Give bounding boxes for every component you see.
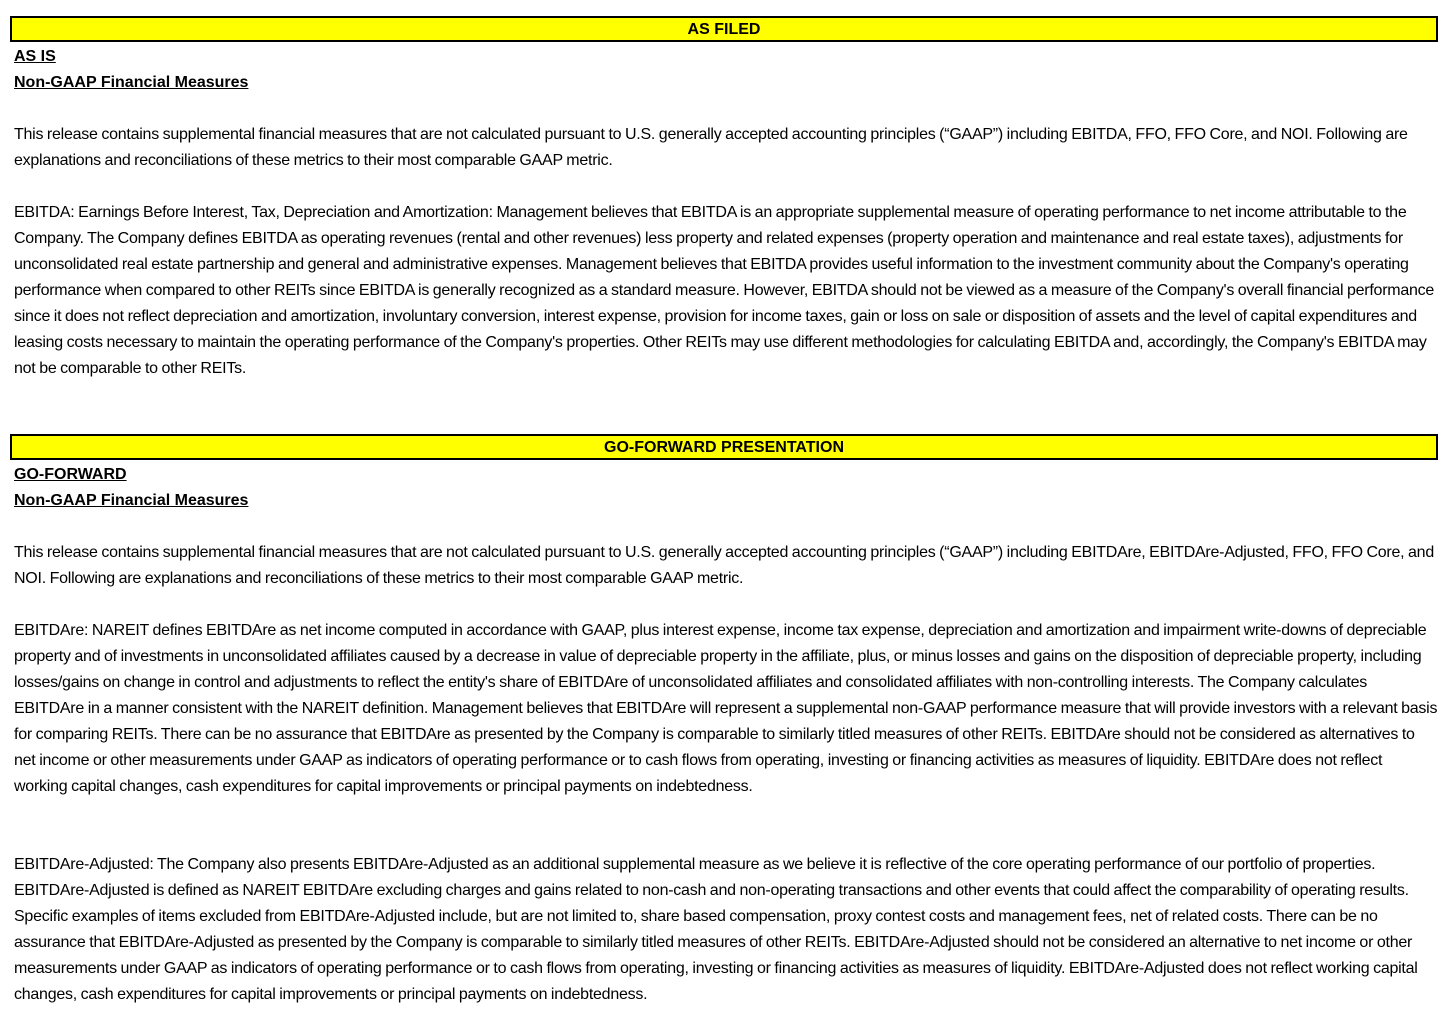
as-filed-ebitda-paragraph: EBITDA: Earnings Before Interest, Tax, Depreciation and Amortization: Management believes that EBITDA is an appropriate supplemental measure of operating performance to net income attributable to the Company. The Company defines EBITDA as operating revenues (rental and other revenues) less property and related expenses (property operation and maintenance and real estate taxes), adjustments for unconsolidated real estate partnership and general and administrative expenses. Management believes that EBITDA provides useful information to the investment community about the Company's operating performance when compared to other REITs since EBITDA is generally recognized as a standard measure. However, EBITDA should not be viewed as a measure of the Company's overall financial performance since it does not reflect depreciation and amortization, involuntary conversion, interest expense, provision for income taxes, gain or loss on sale or disposition of assets and the level of capital expenditures and leasing costs necessary to maintain the operating performance of the Company's properties. Other REITs may use different methodologies for calculating EBITDA and, accordingly, the Company's EBITDA may not be comparable to other REITs.	[14, 204, 1435, 377]
go-forward-banner: GO-FORWARD PRESENTATION	[10, 434, 1438, 460]
as-filed-banner: AS FILED	[10, 16, 1438, 42]
go-forward-section-heading: Non-GAAP Financial Measures	[14, 492, 249, 509]
go-forward-label: GO-FORWARD	[14, 466, 127, 483]
ebitdare-paragraph: EBITDAre: NAREIT defines EBITDAre as net income computed in accordance with GAAP, plus interest expense, income tax expense, depreciation and amortization and impairment write-downs of depreciable property and of investments in unconsolidated affiliates caused by a decrease in value of depreciable property in the affiliate, plus, or minus losses and gains on the disposition of depreciable property, including losses/gains on change in control and adjustments to reflect the entity's share of EBITDAre of unconsolidated affiliates and consolidated affiliates with non-controlling interests. The Company calculates EBITDAre in a manner consistent with the NAREIT definition. Management believes that EBITDAre will represent a supplemental non-GAAP performance measure that will provide investors with a relevant basis for comparing REITs. There can be no assurance that EBITDAre as presented by the Company is comparable to similarly titled measures of other REITs. EBITDAre should not be considered as alternatives to net income or other measurements under GAAP as indicators of operating performance or to cash flows from operating, investing or financing activities as measures of liquidity. EBITDAre does not reflect working capital changes, cash expenditures for capital improvements or principal payments on indebtedness.	[14, 622, 1438, 795]
as-filed-intro-paragraph: This release contains supplemental financial measures that are not calculated pursuant to U.S. generally accepted accounting principles (“GAAP”) including EBITDA, FFO, FFO Core, and NOI. Following are explanations and reconciliations of these metrics to their most comparable GAAP metric.	[14, 126, 1408, 169]
as-filed-section-heading: Non-GAAP Financial Measures	[14, 74, 249, 91]
ebitdare-adjusted-paragraph: EBITDAre-Adjusted: The Company also presents EBITDAre-Adjusted as an additional supplemental measure as we believe it is reflective of the core operating performance of our portfolio of properties. EBITDAre-Adjusted is defined as NAREIT EBITDAre excluding charges and gains related to non-cash and non-operating transactions and other events that could affect the comparability of operating results. Specific examples of items excluded from EBITDAre-Adjusted include, but are not limited to, share based compensation, proxy contest costs and management fees, net of related costs. There can be no assurance that EBITDAre-Adjusted as presented by the Company is comparable to similarly titled measures of other REITs. EBITDAre-Adjusted should not be considered an alternative to net income or other measurements under GAAP as indicators of operating performance or to cash flows from operating, investing or financing activities as measures of liquidity. EBITDAre-Adjusted does not reflect working capital changes, cash expenditures for capital improvements or principal payments on indebtedness.	[14, 856, 1418, 1003]
as-is-label: AS IS	[14, 48, 56, 65]
go-forward-intro-paragraph: This release contains supplemental financial measures that are not calculated pursuant to U.S. generally accepted accounting principles (“GAAP”) including EBITDAre, EBITDAre-Adjusted, FFO, FFO Core, and NOI. Following are explanations and reconciliations of these metrics to their most comparable GAAP metric.	[14, 544, 1434, 587]
